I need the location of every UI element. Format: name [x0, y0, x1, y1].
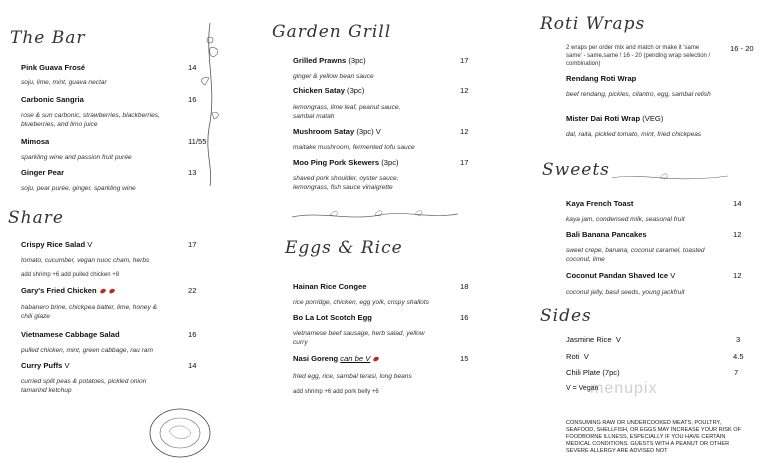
grill-heading: Garden Grill: [272, 22, 392, 42]
bar-item-name: Pink Guava Frosé: [21, 63, 86, 72]
share-item-name: Curry Puffs V: [21, 361, 70, 370]
sides-item-name: Roti V: [566, 352, 589, 361]
grill-item-name: Chicken Satay (3pc): [293, 86, 365, 95]
sides-item-price: 4.5: [733, 352, 744, 361]
chili-icon: [373, 356, 380, 362]
bar-item-price: 16: [188, 95, 197, 104]
eggs-item-desc: vietnamese beef sausage, herb salad, yellow curry: [293, 330, 425, 346]
sides-item-price: 7: [734, 368, 739, 377]
eggs-item-name: Nasi Goreng can be V: [293, 354, 379, 363]
share-item-name: Vietnamese Cabbage Salad: [21, 330, 120, 339]
bar-item-price: 13: [188, 168, 197, 177]
roti-intro-price: 16 - 20: [730, 44, 754, 53]
share-item-desc: pulled chicken, mint, green cabbage, rau ram: [21, 347, 153, 354]
sides-heading: Sides: [540, 306, 592, 326]
sweets-item-name: Coconut Pandan Shaved Ice V: [566, 271, 676, 280]
eggs-item-desc: fried egg, rice, sambal terasi, long beans: [293, 373, 412, 380]
share-item-desc: habanero brine, chickpea batter, lime, honey & chili glaze: [21, 304, 157, 320]
grill-item-price: 12: [460, 127, 469, 136]
grill-item-desc: ginger & yellow bean sauce: [293, 73, 374, 80]
bar-item-price: 11/55: [188, 137, 207, 146]
roti-item-desc: dal, raita, pickled tomato, mint, fried chickpeas: [566, 131, 702, 138]
bar-item-desc: soju, pear purée, ginger, sparkling wine: [21, 185, 136, 192]
share-item-desc: tomato, cucumber, vegan nuoc cham, herbs: [21, 257, 150, 264]
sweets-item-desc: sweet crepe, banana, coconut caramel, toasted coconut, lime: [566, 247, 705, 263]
sweets-item-price: 12: [733, 271, 742, 280]
grill-item-price: 17: [460, 56, 469, 65]
sweets-item-name: Kaya French Toast: [566, 199, 634, 208]
eggs-item-addon: add shrimp +6 add pork belly +6: [293, 389, 379, 395]
sides-item-name: Chili Plate (7pc): [566, 368, 620, 377]
sweets-item-desc: kaya jam, condensed milk, seasonal fruit: [566, 216, 685, 223]
share-item-price: 22: [188, 286, 197, 295]
eggs-item-name: Hainan Rice Congee: [293, 282, 367, 291]
bar-item-name: Mimosa: [21, 137, 50, 146]
sweets-item-desc: coconut jelly, basil seeds, young jackfruit: [566, 289, 685, 296]
eggs-item-desc: rice porridge, chicken, egg yolk, crispy shallots: [293, 299, 429, 306]
sweets-item-price: 14: [733, 199, 742, 208]
sweets-item-name: Bali Banana Pancakes: [566, 230, 647, 239]
bar-item-desc: sparkling wine and passion fruit purée: [21, 154, 132, 161]
grill-item-name: Grilled Prawns (3pc): [293, 56, 366, 65]
grill-item-price: 17: [460, 158, 469, 167]
bowl-sketch-icon: [145, 405, 215, 460]
share-item-price: 16: [188, 330, 197, 339]
share-item-name: Crispy Rice Salad V: [21, 240, 93, 249]
grill-item-price: 12: [460, 86, 469, 95]
roti-item-desc: beef rendang, pickles, cilantro, egg, sambal relish: [566, 91, 711, 98]
food-safety-disclaimer: CONSUMING RAW OR UNDERCOOKED MEATS, POULTRY, SEAFOOD, SHELLFISH, OR EGGS MAY INCREASE YOUR RISK OF FOODBORNE ILLNESS, ESPECIALLY IF YOU HAVE CERTAIN MEDICAL CONDITIONS. GUESTS WITH A PEANUT OR OTHER SEVERE ALLERGY ARE ADVISED NOT: [566, 420, 741, 454]
sides-legend: V = Vegan: [566, 385, 599, 392]
eggs-item-price: 16: [460, 313, 469, 322]
sweets-heading: Sweets: [542, 160, 610, 180]
share-heading: Share: [8, 208, 64, 228]
roti-intro: 2 wraps per order mix and match or make it 'same same' - same,same ! 16 - 20 (pending wrap selection / combination): [566, 45, 711, 67]
watermark-text: menupix: [590, 380, 658, 397]
bar-item-price: 14: [188, 63, 197, 72]
bar-item-desc: rose & sun carbonic, strawberries, blackberries, blueberries, and limo juice: [21, 112, 160, 128]
roti-item-name: Rendang Roti Wrap: [566, 74, 637, 83]
vine-divider-icon: [290, 205, 460, 225]
sweets-item-price: 12: [733, 230, 742, 239]
sides-item-name: Jasmine Rice V: [566, 335, 621, 344]
bar-item-name: Carbonic Sangria: [21, 95, 84, 104]
bar-item-desc: soju, lime, mint, guava nectar: [21, 79, 107, 86]
eggs-heading: Eggs & Rice: [285, 238, 403, 258]
share-item-addon: add shrimp +6 add pulled chicken +8: [21, 272, 120, 278]
flower-vine-icon: [195, 18, 225, 188]
grill-item-name: Mushroom Satay (3pc) V: [293, 127, 381, 136]
sides-item-price: 3: [736, 335, 741, 344]
eggs-item-price: 18: [460, 282, 469, 291]
grill-item-name: Moo Ping Pork Skewers (3pc): [293, 158, 399, 167]
share-item-desc: curried split peas & potatoes, pickled onion tamarind ketchup: [21, 378, 147, 394]
eggs-item-name: Bo La Lot Scotch Egg: [293, 313, 372, 322]
roti-item-name: Mister Dai Roti Wrap (VEG): [566, 114, 664, 123]
chili-icon: [99, 288, 106, 294]
share-item-price: 17: [188, 240, 197, 249]
share-item-price: 14: [188, 361, 197, 370]
bar-item-name: Ginger Pear: [21, 168, 65, 177]
chili-icon: [108, 288, 115, 294]
roti-heading: Roti Wraps: [540, 14, 646, 34]
grill-item-desc: maitake mushroom, fermented tofu sauce: [293, 144, 415, 151]
grill-item-desc: shaved pork shoulder, oyster sauce, lemongrass, fish sauce vinaigrette: [293, 175, 399, 191]
share-item-name: Gary's Fried Chicken: [21, 286, 115, 295]
bar-heading: The Bar: [10, 28, 86, 48]
grill-item-desc: lemongrass, lime leaf, peanut sauce, sambal matah: [293, 104, 401, 120]
eggs-item-price: 15: [460, 354, 469, 363]
vine-flourish-icon: [610, 168, 730, 188]
